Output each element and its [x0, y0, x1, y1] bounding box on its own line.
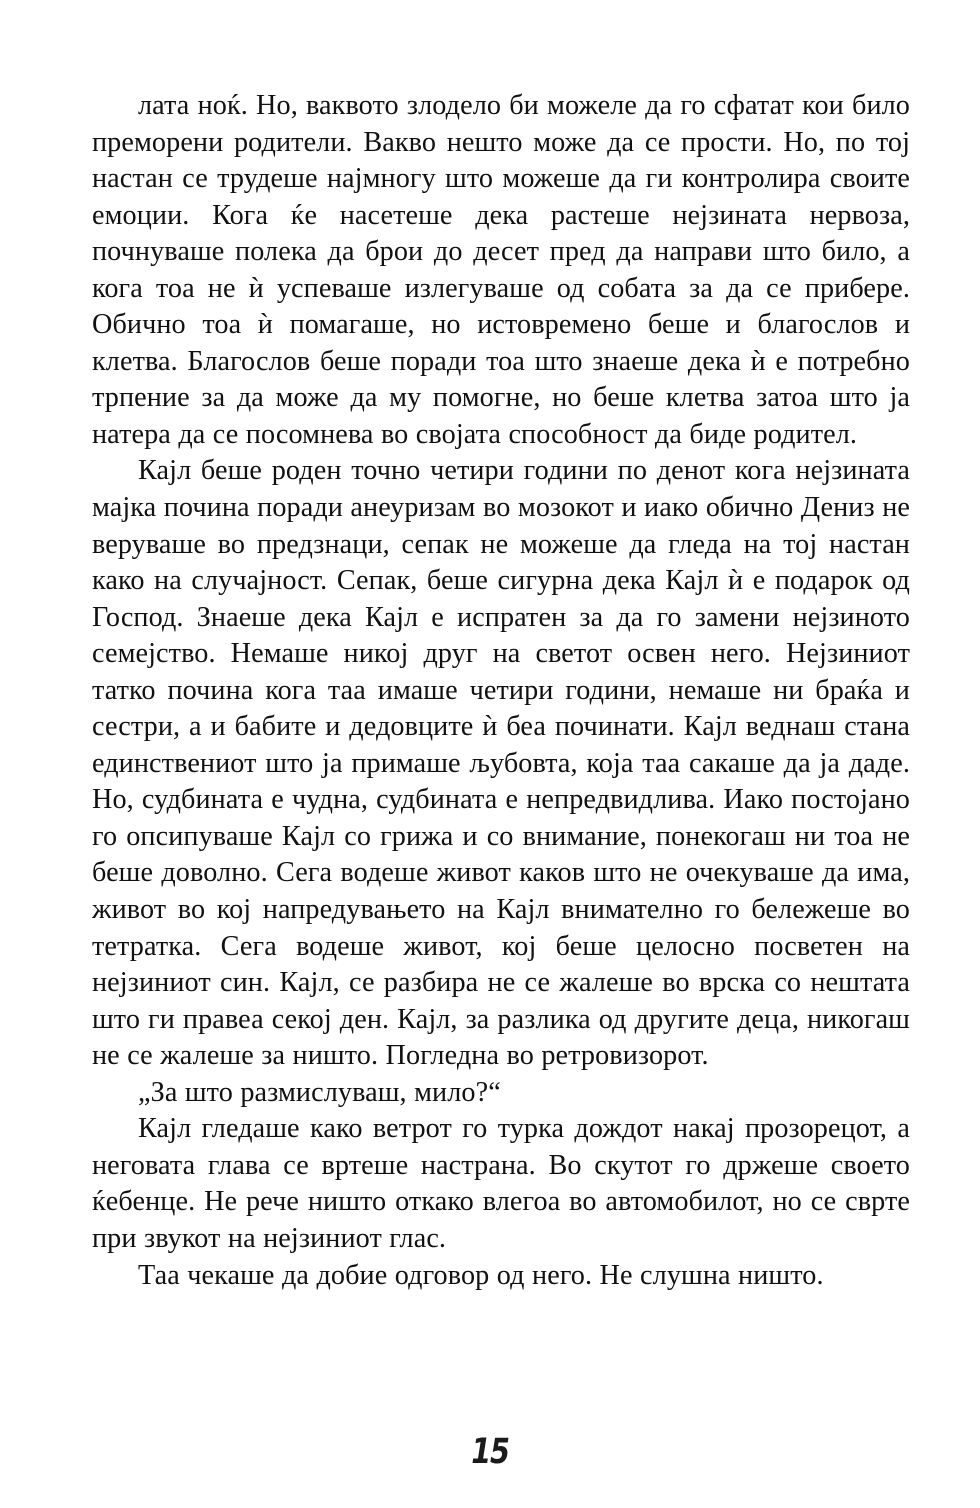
paragraph-5: Таа чекаше да добие одговор од него. Не слушна ништо.	[138, 1259, 824, 1291]
page-body-text	[92, 88, 910, 1294]
paragraph-1: лата ноќ. Но, ваквото злодело би можеле да го сфатат кои било преморени родители. Вакво нешто може да се прости. Но, по тој настан се трудеше најмногу што можеше да ги контролира своите емоции. Кога ќе насетеше дека растеше нејзината нервоза, почнуваше полека да брои до десет пред да направи што било, а кога тоа не ѝ успеваше излегуваше од собата за да се прибере. Обично тоа ѝ помагаше, но истовремено беше и благослов и клетва. Благослов беше поради тоа што знаеше дека ѝ е потребно трпение за да може да му помогне, но беше клетва затоа што ја натера да се посомнева во својата способност да биде родител.	[92, 90, 910, 450]
paragraph-2: Кајл беше роден точно четири години по денот кога нејзината мајка почина поради анеуризам во мозокот и иако обично Дениз не веруваше во предзнаци, сепак не можеше да гледа на тој настан како на случајност. Сепак, беше сигурна дека Кајл ѝ е подарок од Господ. Знаеше дека Кајл е испратен за да го замени нејзиното семејство. Немаше никој друг на светот освен него. Нејзиниот татко почина кога таа имаше четири години, немаше ни браќа и сестри, а и бабите и дедовците ѝ беа починати. Кајл веднаш стана единствениот што ја примаше љубовта, која таа сакаше да ја даде. Но, судбината е чудна, судбината е непредвидлива. Иако постојано го опсипуваше Кајл со грижа и со внимание, понекогаш ни тоа не беше доволно. Сега водеше живот каков што не очекуваше да има, живот во кој напредувањето на Кајл внимателно го бележеше во тетратка. Сега водеше живот, кој беше целосно посветен на нејзиниот син. Кајл, се разбира не се жалеше во врска со нештата што ги правеа секој ден. Кајл, за разлика од другите деца, никогаш не се жалеше за ништо. Погледна во ретровизорот.	[92, 455, 910, 1072]
page-number: 15	[471, 1432, 509, 1472]
paragraph-3-dialogue: „За што размислуваш, мило?“	[138, 1076, 501, 1108]
paragraph-4: Кајл гледаше како ветрот го турка дождот накај прозорецот, а неговата глава се вртеше настрана. Во скутот го држеше своето ќебенце. Не рече ништо откако влегоа во автомобилот, но се сврте при звукот на нејзиниот глас.	[92, 1113, 910, 1254]
